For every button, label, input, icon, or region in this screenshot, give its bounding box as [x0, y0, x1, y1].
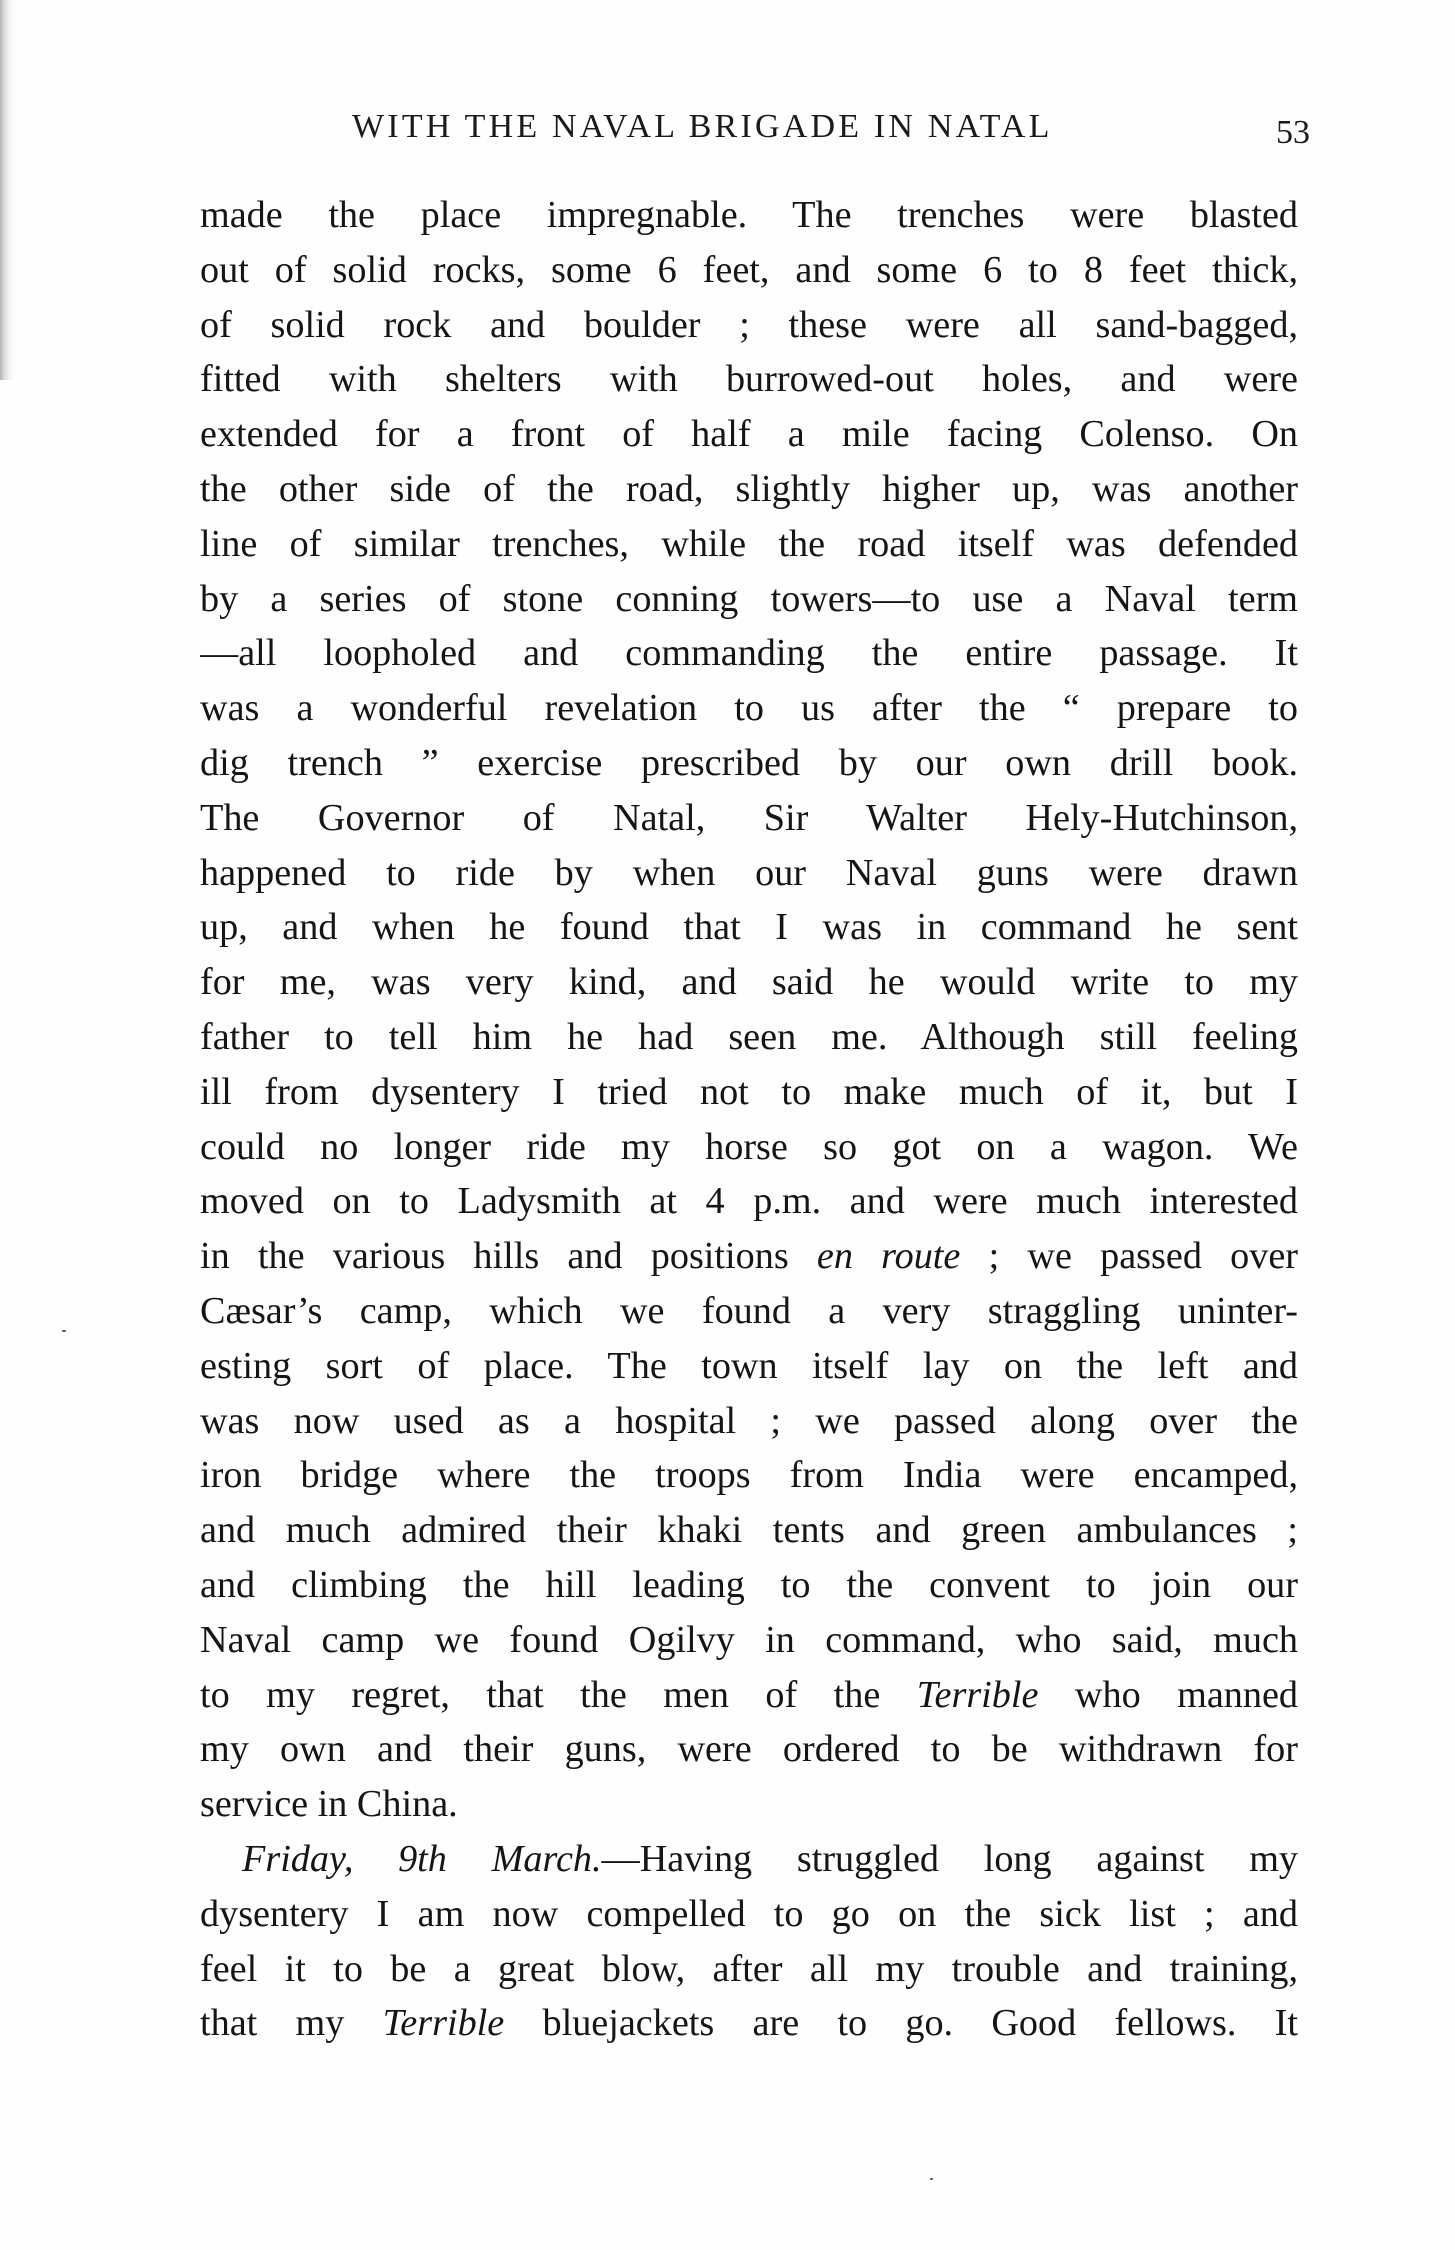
text-line-content [200, 1668, 1298, 1723]
text-line [200, 298, 1298, 353]
text-run: dig trench ” exercise prescribed by our own drill book. [200, 741, 1298, 784]
text-line [200, 352, 1298, 407]
text-run: was now used as a hospital ; we passed along over the [200, 1399, 1298, 1442]
scanned-binding-edge [0, 0, 14, 380]
text-line-content [200, 517, 1298, 572]
text-line [200, 1996, 1298, 2051]
text-run: out of solid rocks, some 6 feet, and some 6 to 8 feet thick, [200, 248, 1298, 291]
text-run: ; we passed over [960, 1235, 1298, 1278]
text-run: that my [200, 2002, 383, 2045]
text-run: made the place impregnable. The trenches were blasted [200, 194, 1298, 236]
text-line-content [200, 1558, 1298, 1613]
text-line-content [200, 462, 1298, 517]
text-run: —Having struggled long against my [601, 1837, 1298, 1880]
text-line [200, 1448, 1298, 1503]
text-line-content [200, 188, 1298, 243]
text-line-content [200, 352, 1298, 407]
text-line-content [200, 1722, 1298, 1777]
text-line-content [200, 626, 1298, 681]
text-run: who manned [1038, 1673, 1298, 1716]
text-run: esting sort of place. The town itself lay on the left and [200, 1344, 1298, 1387]
text-run: my own and their guns, were ordered to be withdrawn for [200, 1728, 1298, 1771]
text-line [200, 1394, 1298, 1449]
text-line [200, 1065, 1298, 1120]
text-run: iron bridge where the troops from India were encamped, [200, 1454, 1298, 1497]
print-speck [930, 2178, 933, 2180]
text-line [200, 1339, 1298, 1394]
text-run: in the various hills and positions [200, 1235, 817, 1278]
text-run: the other side of the road, slightly higher up, was another [200, 467, 1298, 510]
text-line-content [200, 1613, 1298, 1668]
text-run: for me, was very kind, and said he would write to my [200, 961, 1298, 1004]
text-line-content [200, 572, 1298, 627]
text-run: service in China. [200, 1783, 458, 1826]
text-run: dysentery I am now compelled to go on the sick list ; and [200, 1892, 1298, 1935]
text-line [200, 846, 1298, 901]
text-line [200, 1832, 1298, 1887]
text-line-content [200, 243, 1298, 298]
text-line-content [200, 1339, 1298, 1394]
text-line-content [200, 1503, 1298, 1558]
text-line [200, 1613, 1298, 1668]
text-run: of solid rock and boulder ; these were all sand-bagged, [200, 303, 1298, 346]
text-line-content [200, 1777, 1298, 1832]
text-run: bluejackets are to go. Good fellows. It [504, 2002, 1298, 2045]
text-line-content [200, 1394, 1298, 1449]
text-run: and much admired their khaki tents and green ambulances ; [200, 1509, 1298, 1552]
running-head [200, 108, 1310, 158]
text-line-content [200, 1120, 1298, 1175]
text-line-content [200, 1942, 1298, 1997]
text-run: line of similar trenches, while the road itself was defended [200, 522, 1298, 565]
text-line-content [200, 1229, 1298, 1284]
text-line [200, 626, 1298, 681]
text-line [200, 900, 1298, 955]
text-line-content [242, 1832, 1298, 1887]
text-line [200, 736, 1298, 791]
text-line [200, 1284, 1298, 1339]
text-line-content [200, 1996, 1298, 2051]
text-line-content [200, 681, 1298, 736]
text-run: fitted with shelters with burrowed-out holes, and were [200, 358, 1298, 401]
text-run: extended for a front of half a mile facing Colenso. On [200, 413, 1298, 456]
text-line [200, 1722, 1298, 1777]
text-run: father to tell him he had seen me. Although still feeling [200, 1015, 1298, 1058]
text-line [200, 1942, 1298, 1997]
text-run: Cæsar’s camp, which we found a very straggling uninter- [200, 1289, 1298, 1332]
text-line-content [200, 846, 1298, 901]
text-line [200, 1668, 1298, 1723]
text-line-content [200, 1065, 1298, 1120]
text-line [200, 1887, 1298, 1942]
page-number: 53 [1276, 114, 1310, 151]
italic-text: Terrible [382, 2002, 505, 2045]
text-run: moved on to Ladysmith at 4 p.m. and were much interested [200, 1180, 1298, 1223]
text-run: The Governor of Natal, Sir Walter Hely-Hutchinson, [200, 796, 1298, 839]
text-run: to my regret, that the men of the [200, 1673, 917, 1716]
text-line [200, 1229, 1298, 1284]
print-speck [62, 1330, 66, 1332]
text-line-content [200, 791, 1298, 846]
text-line [200, 188, 1298, 243]
text-line [200, 462, 1298, 517]
text-line [200, 1503, 1298, 1558]
text-line-content [200, 407, 1298, 462]
text-run: happened to ride by when our Naval guns were drawn [200, 851, 1298, 894]
text-line [200, 681, 1298, 736]
text-line-content [200, 900, 1298, 955]
text-line [200, 1120, 1298, 1175]
text-run: —all loopholed and commanding the entire passage. It [200, 632, 1298, 675]
italic-text: Terrible [916, 1673, 1039, 1716]
text-run: and climbing the hill leading to the convent to join our [200, 1563, 1298, 1606]
text-line [200, 1558, 1298, 1613]
text-line-content [200, 1284, 1298, 1339]
text-line [200, 243, 1298, 298]
italic-text: Friday, 9th March. [242, 1837, 602, 1880]
text-line-content [200, 1174, 1298, 1229]
text-run: Naval camp we found Ogilvy in command, who said, much [200, 1618, 1298, 1661]
text-run: could no longer ride my horse so got on a wagon. We [200, 1125, 1298, 1168]
text-run: up, and when he found that I was in command he sent [200, 906, 1298, 949]
text-line-content [200, 298, 1298, 353]
text-line [200, 1174, 1298, 1229]
text-line [200, 791, 1298, 846]
text-line-content [200, 1887, 1298, 1942]
running-title: WITH THE NAVAL BRIGADE IN NATAL [352, 108, 1053, 145]
text-line [200, 1777, 1298, 1832]
text-line [200, 1010, 1298, 1065]
text-line [200, 407, 1298, 462]
text-run: by a series of stone conning towers—to use a Naval term [200, 577, 1298, 620]
text-run: was a wonderful revelation to us after the “ prepare to [200, 687, 1298, 730]
text-line-content [200, 736, 1298, 791]
text-line-content [200, 1010, 1298, 1065]
italic-text: en route [816, 1235, 961, 1278]
text-run: ill from dysentery I tried not to make much of it, but I [200, 1070, 1298, 1113]
body-text [200, 188, 1298, 2051]
text-line [200, 517, 1298, 572]
text-run: feel it to be a great blow, after all my trouble and training, [200, 1947, 1298, 1990]
text-line [200, 572, 1298, 627]
text-line-content [200, 955, 1298, 1010]
text-line-content [200, 1448, 1298, 1503]
text-line [200, 955, 1298, 1010]
